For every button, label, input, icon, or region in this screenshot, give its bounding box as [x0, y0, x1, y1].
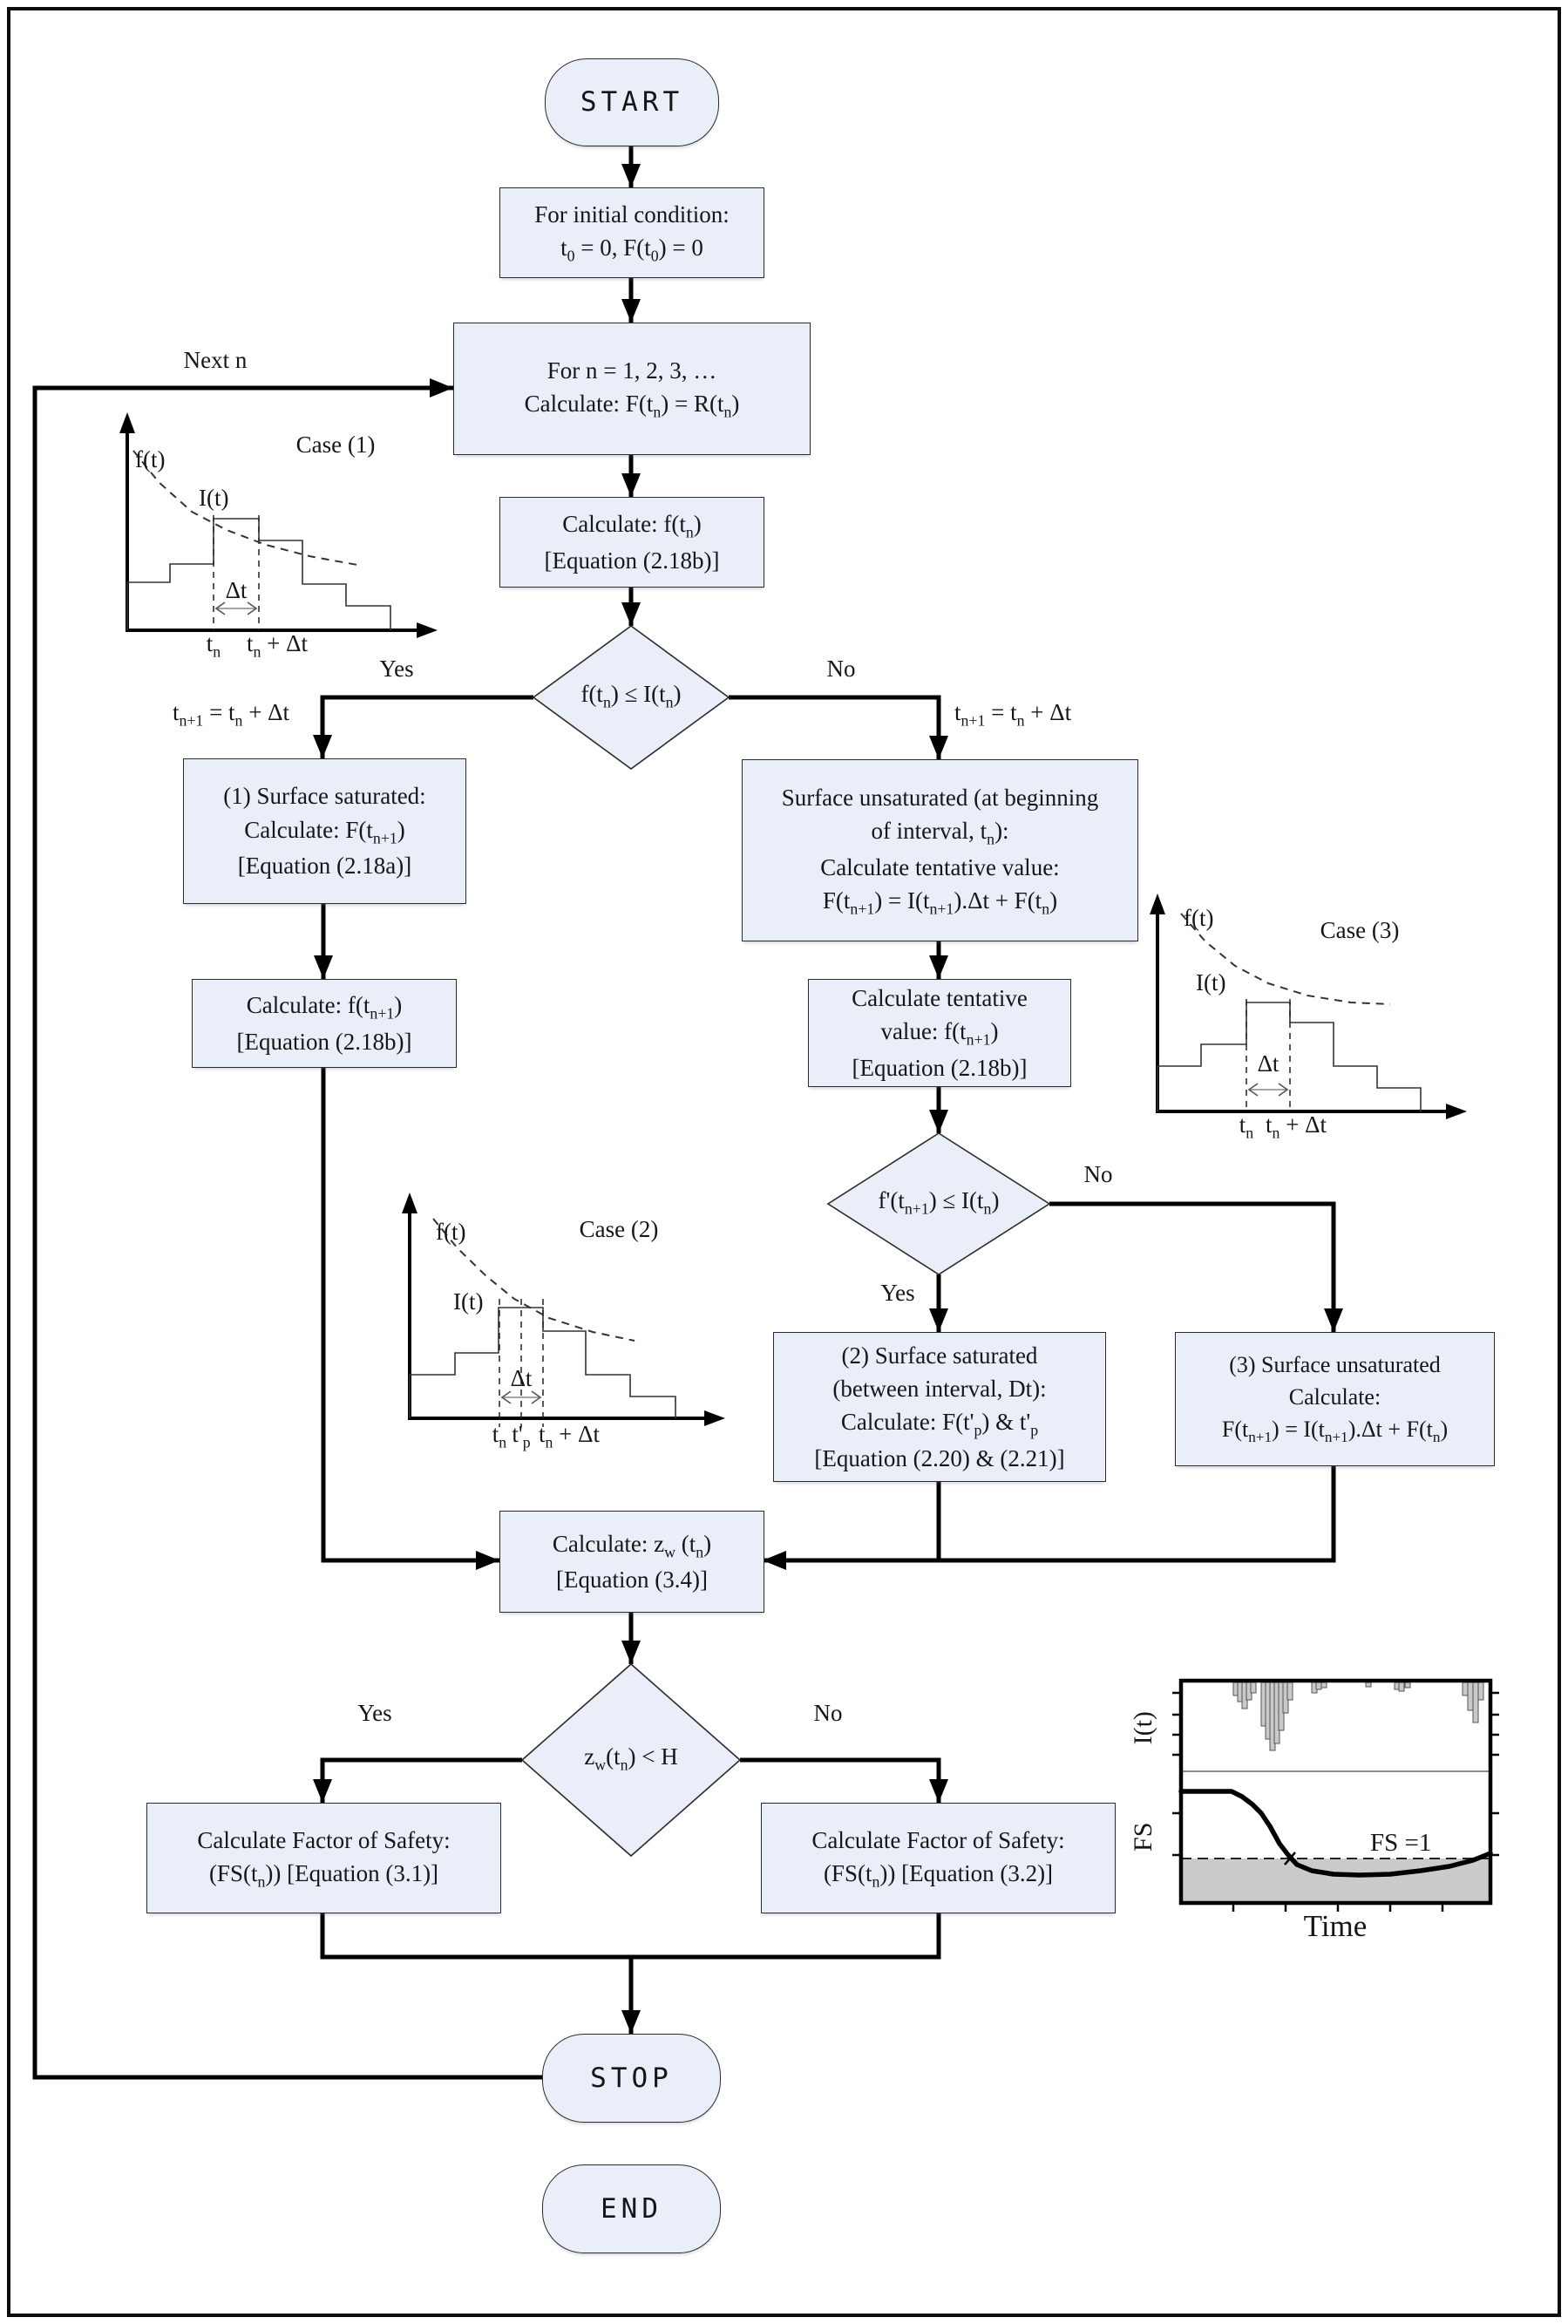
text-line: [Equation (2.18b)]: [236, 1028, 412, 1055]
case3-curve-label: f(t): [1184, 905, 1214, 931]
text-line: Calculate:: [1288, 1384, 1381, 1410]
text-line: Calculate tentative: [852, 984, 1028, 1011]
case2-tn-label: $t_n$: [492, 1421, 507, 1451]
case3-dt-label: Δt: [1257, 1050, 1280, 1077]
text-line: of interval, $t_n$):: [871, 817, 1009, 848]
text-line: [Equation (3.4)]: [556, 1566, 708, 1594]
calc-ftn1-box: [192, 979, 457, 1068]
text-line: Calculate: $f(t_n)$: [562, 511, 702, 541]
text-line: START: [580, 86, 684, 119]
case2-dt-label: Δt: [510, 1365, 533, 1391]
text-line: $(FS(t_n))$ [Equation (3.1)]: [208, 1859, 439, 1891]
yes-label-1: Yes: [379, 656, 414, 682]
text-line: Calculate tentative value:: [820, 853, 1060, 880]
tnext-right-label: $t_{n+1} = t_n + \Delta t$: [954, 699, 1072, 730]
fos-equation-32-box: [761, 1803, 1116, 1913]
case3-hist-label: I(t): [1196, 969, 1226, 996]
calc-ftn-box: [499, 497, 764, 588]
surface-unsaturated-3-box: [1175, 1332, 1495, 1466]
text-line: [Equation (2.18a)]: [237, 853, 412, 880]
text-line: $F(t_{n+1}) = I(t_{n+1}).\Delta t + F(t_n)$: [1221, 1417, 1449, 1446]
fs-chart-fs-axis-label: FS: [1128, 1822, 1157, 1852]
case2-inset-chart: [340, 1168, 750, 1456]
stop-terminal: [542, 2034, 721, 2123]
fs-chart-it-axis-label: I(t): [1128, 1711, 1157, 1745]
surface-unsaturated-box: [742, 759, 1138, 941]
decision-2-label: $f'(t_{n+1}) \le I(t_n)$: [878, 1187, 1000, 1218]
case2-curve-label: f(t): [436, 1219, 466, 1245]
text-line: $(FS(t_n))$ [Equation (3.2)]: [823, 1859, 1054, 1891]
case1-dt-label: Δt: [225, 577, 248, 603]
no-label-1: No: [826, 656, 856, 682]
end-terminal: [542, 2164, 721, 2253]
text-line: Calculate Factor of Safety:: [197, 1826, 451, 1853]
case2-title: Case (2): [579, 1216, 659, 1242]
start-terminal: [545, 58, 719, 146]
decision-1-label: $f(t_n) \le I(t_n)$: [580, 681, 682, 711]
tentative-f-box: [808, 979, 1071, 1087]
text-line: (2) Surface saturated: [841, 1342, 1038, 1369]
text-line: Calculate: $z_w$ $(t_n)$: [552, 1530, 712, 1560]
text-line: [Equation (2.20) & (2.21)]: [814, 1445, 1065, 1471]
case2-hist-label: I(t): [453, 1288, 484, 1315]
text-line: Calculate: $F(t_n) = R(t_n)$: [524, 391, 740, 421]
case1-title: Case (1): [295, 432, 376, 458]
text-line: Calculate Factor of Safety:: [811, 1826, 1065, 1853]
case1-hist-label: I(t): [199, 485, 229, 511]
text-line: For n = 1, 2, 3, …: [546, 357, 717, 384]
yes-label-3: Yes: [357, 1700, 392, 1726]
text-line: [Equation (2.18b)]: [544, 547, 720, 574]
yes-label-2: Yes: [880, 1280, 915, 1306]
case3-title: Case (3): [1320, 917, 1400, 943]
text-line: END: [601, 2192, 662, 2225]
text-line: $t_0 = 0$, $F(t_0) = 0$: [560, 234, 703, 265]
decision-3-label: $z_w(t_n) < H$: [584, 1743, 678, 1774]
surface-saturated-2-box: [773, 1332, 1106, 1482]
no-label-2: No: [1083, 1161, 1113, 1187]
case2-tndt-label: $t_n + \Delta t$: [539, 1421, 601, 1451]
text-line: value: $f(t_{n+1})$: [880, 1018, 999, 1049]
next-n-label: Next n: [183, 347, 248, 373]
no-label-3: No: [813, 1700, 843, 1726]
text-line: $F(t_{n+1}) = I(t_{n+1}).\Delta t + F(t_n)$: [822, 887, 1058, 918]
text-line: (3) Surface unsaturated: [1229, 1352, 1441, 1378]
text-line: Calculate: $F(t'_p)$ & $t'_p$: [840, 1409, 1039, 1439]
case1-tn-label: $t_n$: [206, 630, 221, 661]
text-line: (between interval, Dt):: [832, 1376, 1047, 1402]
case1-tndt-label: $t_n + \Delta t$: [247, 630, 309, 661]
case2-tp-label: $t'_p$: [512, 1421, 531, 1451]
case1-curve-label: f(t): [135, 446, 166, 472]
fos-equation-31-box: [146, 1803, 501, 1913]
fs-equals-1-label: FS =1: [1370, 1829, 1432, 1857]
text-line: Surface unsaturated (at beginning: [781, 784, 1099, 811]
text-line: Calculate: $f(t_{n+1})$: [246, 992, 403, 1023]
text-line: STOP: [590, 2062, 673, 2094]
initial-condition-box: [499, 187, 764, 278]
text-line: [Equation (2.18b)]: [852, 1054, 1028, 1081]
for-n-loop-box: [453, 323, 811, 455]
tnext-left-label: $t_{n+1} = t_n + \Delta t$: [172, 699, 290, 730]
case3-tndt-label: $t_n + \Delta t$: [1266, 1111, 1327, 1142]
fs-chart-time-axis-label: Time: [1303, 1909, 1368, 1943]
text-line: Calculate: $F(t_{n+1})$: [244, 816, 405, 847]
calc-zw-box: [499, 1511, 764, 1613]
case3-tn-label: $t_n$: [1239, 1111, 1254, 1142]
text-line: For initial condition:: [534, 201, 730, 228]
text-line: (1) Surface saturated:: [223, 783, 426, 810]
surface-saturated-1-box: [183, 758, 466, 904]
fs-time-chart: [1120, 1669, 1530, 1948]
